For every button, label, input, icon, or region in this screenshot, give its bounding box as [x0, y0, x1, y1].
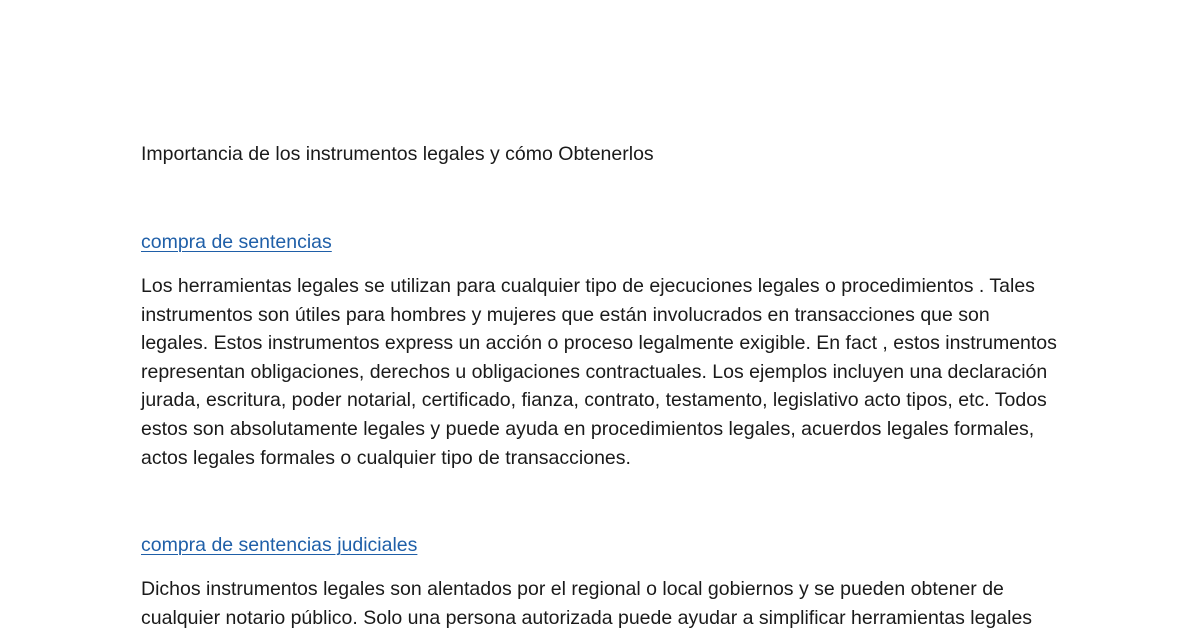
document-body: [141, 140, 1061, 630]
compra-de-sentencias-judiciales-link[interactable]: compra de sentencias judiciales: [141, 534, 418, 557]
section-1-paragraph: Los herramientas legales se utilizan para cualquier tipo de ejecuciones legales o procedimientos . Tales instrumentos son útiles para hombres y mujeres que están involucrados en transacciones que son legales. Estos instrumentos express un acción o proceso legalmente exigible. En fact , estos instrumentos representan obligaciones, derechos u obligaciones contractuales. Los ejemplos incluyen una declaración jurada, escritura, poder notarial, certificado, fianza, contrato, testamento, legislativo acto tipos, etc. Todos estos son absolutamente legales y puede ayuda en procedimientos legales, acuerdos legales formales, actos legales formales o cualquier tipo de transacciones.: [141, 275, 1057, 469]
compra-de-sentencias-link[interactable]: compra de sentencias: [141, 231, 332, 253]
section-2: [141, 531, 1061, 559]
section-1: [141, 228, 1061, 256]
section-2-paragraph: Dichos instrumentos legales son alentados por el regional o local gobiernos y se pueden obtener de cualquier notario público. Solo una persona autorizada puede ayudar a simplificar herramientas legales: [141, 578, 1033, 629]
document-title: Importancia de los instrumentos legales y cómo Obtenerlos: [141, 143, 654, 165]
